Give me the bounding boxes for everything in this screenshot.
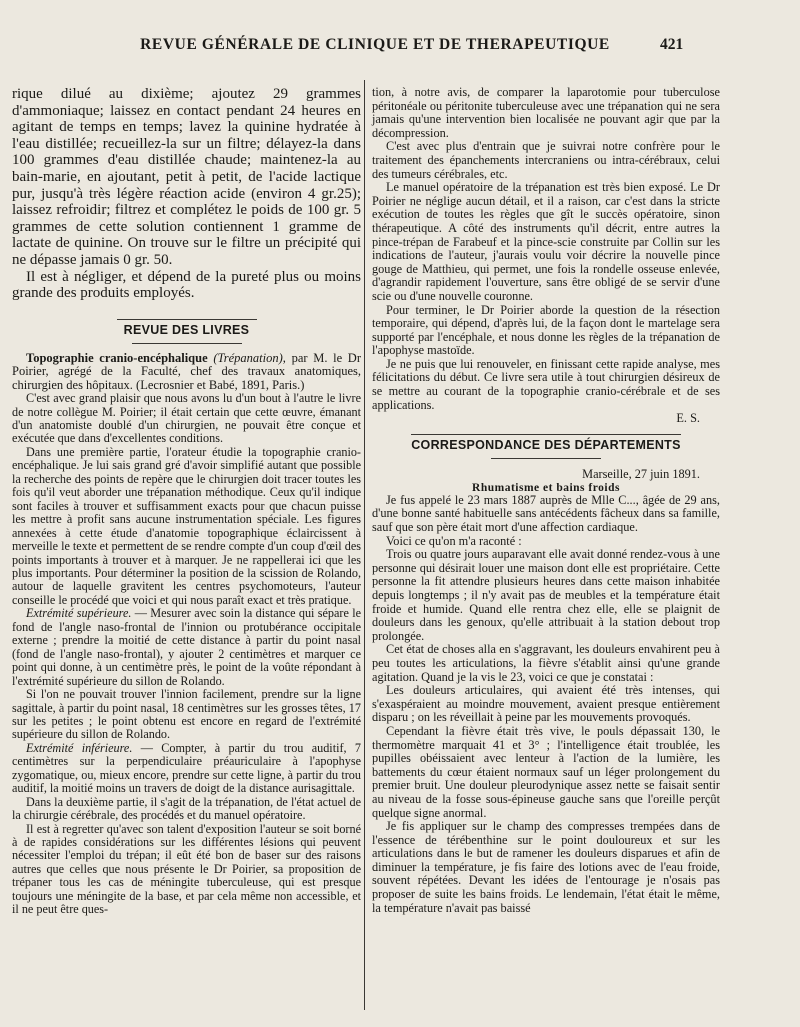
paragraph: C'est avec plus d'entrain que je suivrai notre confrère pour le traitement des épanchements intercraniens ou intra-cérébraux, celui des tumeurs cérébrales, etc. xyxy=(372,139,720,181)
paragraph: Il est à regretter qu'avec son talent d'exposition l'auteur se soit borné à de rapides considérations sur les différentes lésions qui peuvent nécessiter l'emploi du trépan; il eût été bon de baser sur des raisons autres que celles que nous présente le Dr Poirier, sa proposition de trépaner tous les cas de méningite tuberculeuse, qui est presque toujours une méningite de la base, et par cela même non accessible, et il ne peut être ques- xyxy=(12,821,361,917)
paragraph: Je fus appelé le 23 mars 1887 auprès de Mlle C..., âgée de 29 ans, d'une bonne santé habituelle sans antécédents fâcheux dans sa famille, sauf que son père était mort d'une affection cardiaque. xyxy=(372,492,720,535)
paragraph: Il est à négliger, et dépend de la pureté plus ou moins grande des produits employés. xyxy=(12,268,361,302)
section-heading-revue-des-livres: REVUE DES LIVRES xyxy=(117,319,257,344)
running-header xyxy=(0,36,800,58)
book-subtitle: (Trépanation) xyxy=(213,350,283,365)
paragraph: Je ne puis que lui renouveler, en finissant cette rapide analyse, mes félicitations du début. Ce livre sera utile à tout chirurgien désireux de se mettre au courant de la topographie cranio-cérébrale et de ses applications. xyxy=(372,356,720,412)
paragraph: Extrémité supérieure. — Mesurer avec soin la distance qui sépare le fond de l'angle naso-frontal de l'innion ou protubérance occipitale externe ; prendre la moitié de cette distance à partir du point nasal (fond de l'angle naso-frontal), y ajouter 2 centimètres et marquer ce point qui donne, à un centimètre près, le point de la voûte répondant à l'extrémité supérieure du sillon de Rolando. xyxy=(12,606,362,688)
page-number: 421 xyxy=(660,36,684,53)
paragraph: Dans une première partie, l'orateur étudie la topographie cranio-encéphalique. Je lui sais grand gré d'avoir simplifié autant que possible la recherche des points de repère que le chirurgien doit tracer toutes les fois qu'il veut aborder une trépanation méthodique. Ceux qu'il indique sont faciles à trouver et suffisamment exacts pour que chacun puisse les mettre à profit sans aucune instrumentation spéciale. Les figures annexées à cette étude d'anatomie topographique éclaircissent à merveille le texte et permettent de se rendre compte d'un coup d'œil des points importants à trouver et à marquer. Je ne rappellerai ici que les plus importants. Pour déterminer la position de la scission de Rolando, autour de laquelle gravitent les centres psychomoteurs, l'auteur conseille le procédé que voici et qui nous paraît exact et très pratique. xyxy=(12,444,361,607)
paragraph: Cependant la fièvre était très vive, le pouls dépassait 130, le thermomètre marquait 41 et 3° ; l'intelligence était troublée, les pupilles obéissaient avec lenteur à l'action de la lumière, les battements du cœur étaient normaux sauf un léger prolongement du premier bruit. Une douleur pleurodynique assez nette se faisait sentir au niveau de la fosse sous-épineuse gauche sans que l'oreille perçût quelque signe anormal. xyxy=(372,723,720,820)
paragraph: Le manuel opératoire de la trépanation est très bien exposé. Le Dr Poirier ne néglige aucun détail, et il a raison, car c'est dans la stricte exécution de toutes les règles que gît le succès opératoire, sinon thérapeutique. A côté des instruments qu'il décrit, entre autres la pince-trépan de Farabeuf et la pince-scie construite par Collin sur les indications de l'auteur, j'aurais voulu voir décrire la nouvelle pince gouge de Matthieu, qui permet, une fois la rondelle osseuse enlevée, d'agrandir rapidement l'ouverture, sans être obligé de se servir d'une scie ou d'une nouvelle couronne. xyxy=(372,180,720,303)
paragraph: Cet état de choses alla en s'aggravant, les douleurs envahirent peu à peu toutes les articulations, la fièvre s'établit ainsi qu'une grande agitation. Quand je la vis le 23, voici ce que je constatai : xyxy=(372,642,720,684)
paragraph: Dans la deuxième partie, il s'agit de la trépanation, de l'état actuel de la chirurgie cérébrale, des procédés et du manuel opératoire. xyxy=(12,794,361,823)
column-divider xyxy=(364,80,365,1010)
paragraph: tion, à notre avis, de comparer la laparotomie pour tuberculose péritonéale ou péritonite tuberculeuse avec une trépanation qui ne sera jamais qu'une intervention bien localisée ne pouvant agir que par la décompression. xyxy=(372,85,720,140)
signature: E. S. xyxy=(676,411,700,426)
book-title: Topographie cranio-encéphalique xyxy=(26,350,208,365)
paragraph: Pour terminer, le Dr Poirier aborde la question de la résection temporaire, qui dépend, d'après lui, de la façon dont le martelage sera supporté par l'encéphale, et nous donne les règles de la trépanation de l'apophyse mastoïde. xyxy=(372,302,720,358)
section-heading-correspondance: CORRESPONDANCE DES DÉPARTEMENTS xyxy=(411,434,681,459)
book-citation: , par M. le Dr Poirier, agrégé de la Faculté, chef des travaux anatomiques, chirurgien des hôpitaux. (Lecrosnier et Babé, 1891, Paris.) xyxy=(12,350,361,392)
journal-title: REVUE GÉNÉRALE DE CLINIQUE ET DE THERAPEUTIQUE xyxy=(140,36,610,53)
paragraph: rique dilué au dixième; ajoutez 29 grammes d'ammoniaque; laissez en contact pendant 24 heures en agitant de temps en temps; lavez la quinine hydratée à l'eau distillée; recueillez-la sur un filtre; délayez-la dans 100 grammes d'eau distillée chaude; maintenez-la au bain-marie, en ajoutant, petit à petit, de l'acide lactique pur, jusqu'à très légère réaction acide (environ 4 gr.25); laissez refroidir; filtrez et complétez le poids de 100 gr. 5 grammes de cette solution contiennent 1 gramme de lactate de quinine. On trouve sur le filtre un précipité qui ne dépasse jamais 0 gr. 50. xyxy=(12,86,361,268)
paragraph: C'est avec grand plaisir que nous avons lu d'un bout à l'autre le livre de notre collègue M. Poirier; il était certain que cette œuvre, émanant d'un anatomiste doublé d'un chirurgien, ne pouvait être conçue et exécutée que dans d'excellentes conditions. xyxy=(12,391,361,446)
dateline: Marseille, 27 juin 1891. xyxy=(582,466,700,481)
paragraph: Les douleurs articulaires, qui avaient été très intenses, qui s'exaspéraient au moindre mouvement, avaient presque entièrement disparu ; on les réveillait à peine par les mouvements provoqués. xyxy=(372,683,720,725)
paragraph: Si l'on ne pouvait trouver l'innion facilement, prendre sur la ligne sagittale, à partir du point nasal, 18 centimètres sur les grosses têtes, 17 sur les petites ; le point obtenu est encore en regard de l'extrémité supérieure du sillon de Rolando. xyxy=(12,687,361,742)
paragraph: Je fis appliquer sur le champ des compresses trempées dans de l'essence de térébenthine sur le point douloureux et sur les articulations dans le but de ramener les douleurs disparues et afin de diminuer la température, je fis faire des lotions avec de l'eau froide, souvent répétées. Devant les idées de l'entourage je n'osais pas proposer de suite les bains froids. Le lendemain, l'état était le même, la température n'avait pas baissé xyxy=(372,819,720,915)
article-subtitle: Rhumatisme et bains froids xyxy=(472,481,620,494)
paragraph: Trois ou quatre jours auparavant elle avait donné rendez-vous à une personne qui désirait louer une maison dont elle est propriétaire. Cette personne la fit attendre plusieurs heures dans cette maison inhabitée depuis longtemps ; il n'y avait pas de meubles et la température était froide et humide. Quand elle rentra chez elle, elle se plaignit de douleurs dans les genoux, qu'elle attribuait à la station debout trop prolongée. xyxy=(372,547,720,643)
paragraph: Extrémité inférieure. — Compter, à partir du trou auditif, 7 centimètres sur la perpendiculaire préauriculaire à l'apophyse zygomatique, ou, mieux encore, prendre sur cette ligne, à partir du trou auditif, la moitié moins un travers de doigt de la distance aurisagittale. xyxy=(12,740,361,796)
right-column xyxy=(372,86,720,915)
paragraph: Voici ce qu'on m'a raconté : xyxy=(386,533,522,548)
left-column xyxy=(12,86,361,917)
book-reference xyxy=(12,352,361,392)
